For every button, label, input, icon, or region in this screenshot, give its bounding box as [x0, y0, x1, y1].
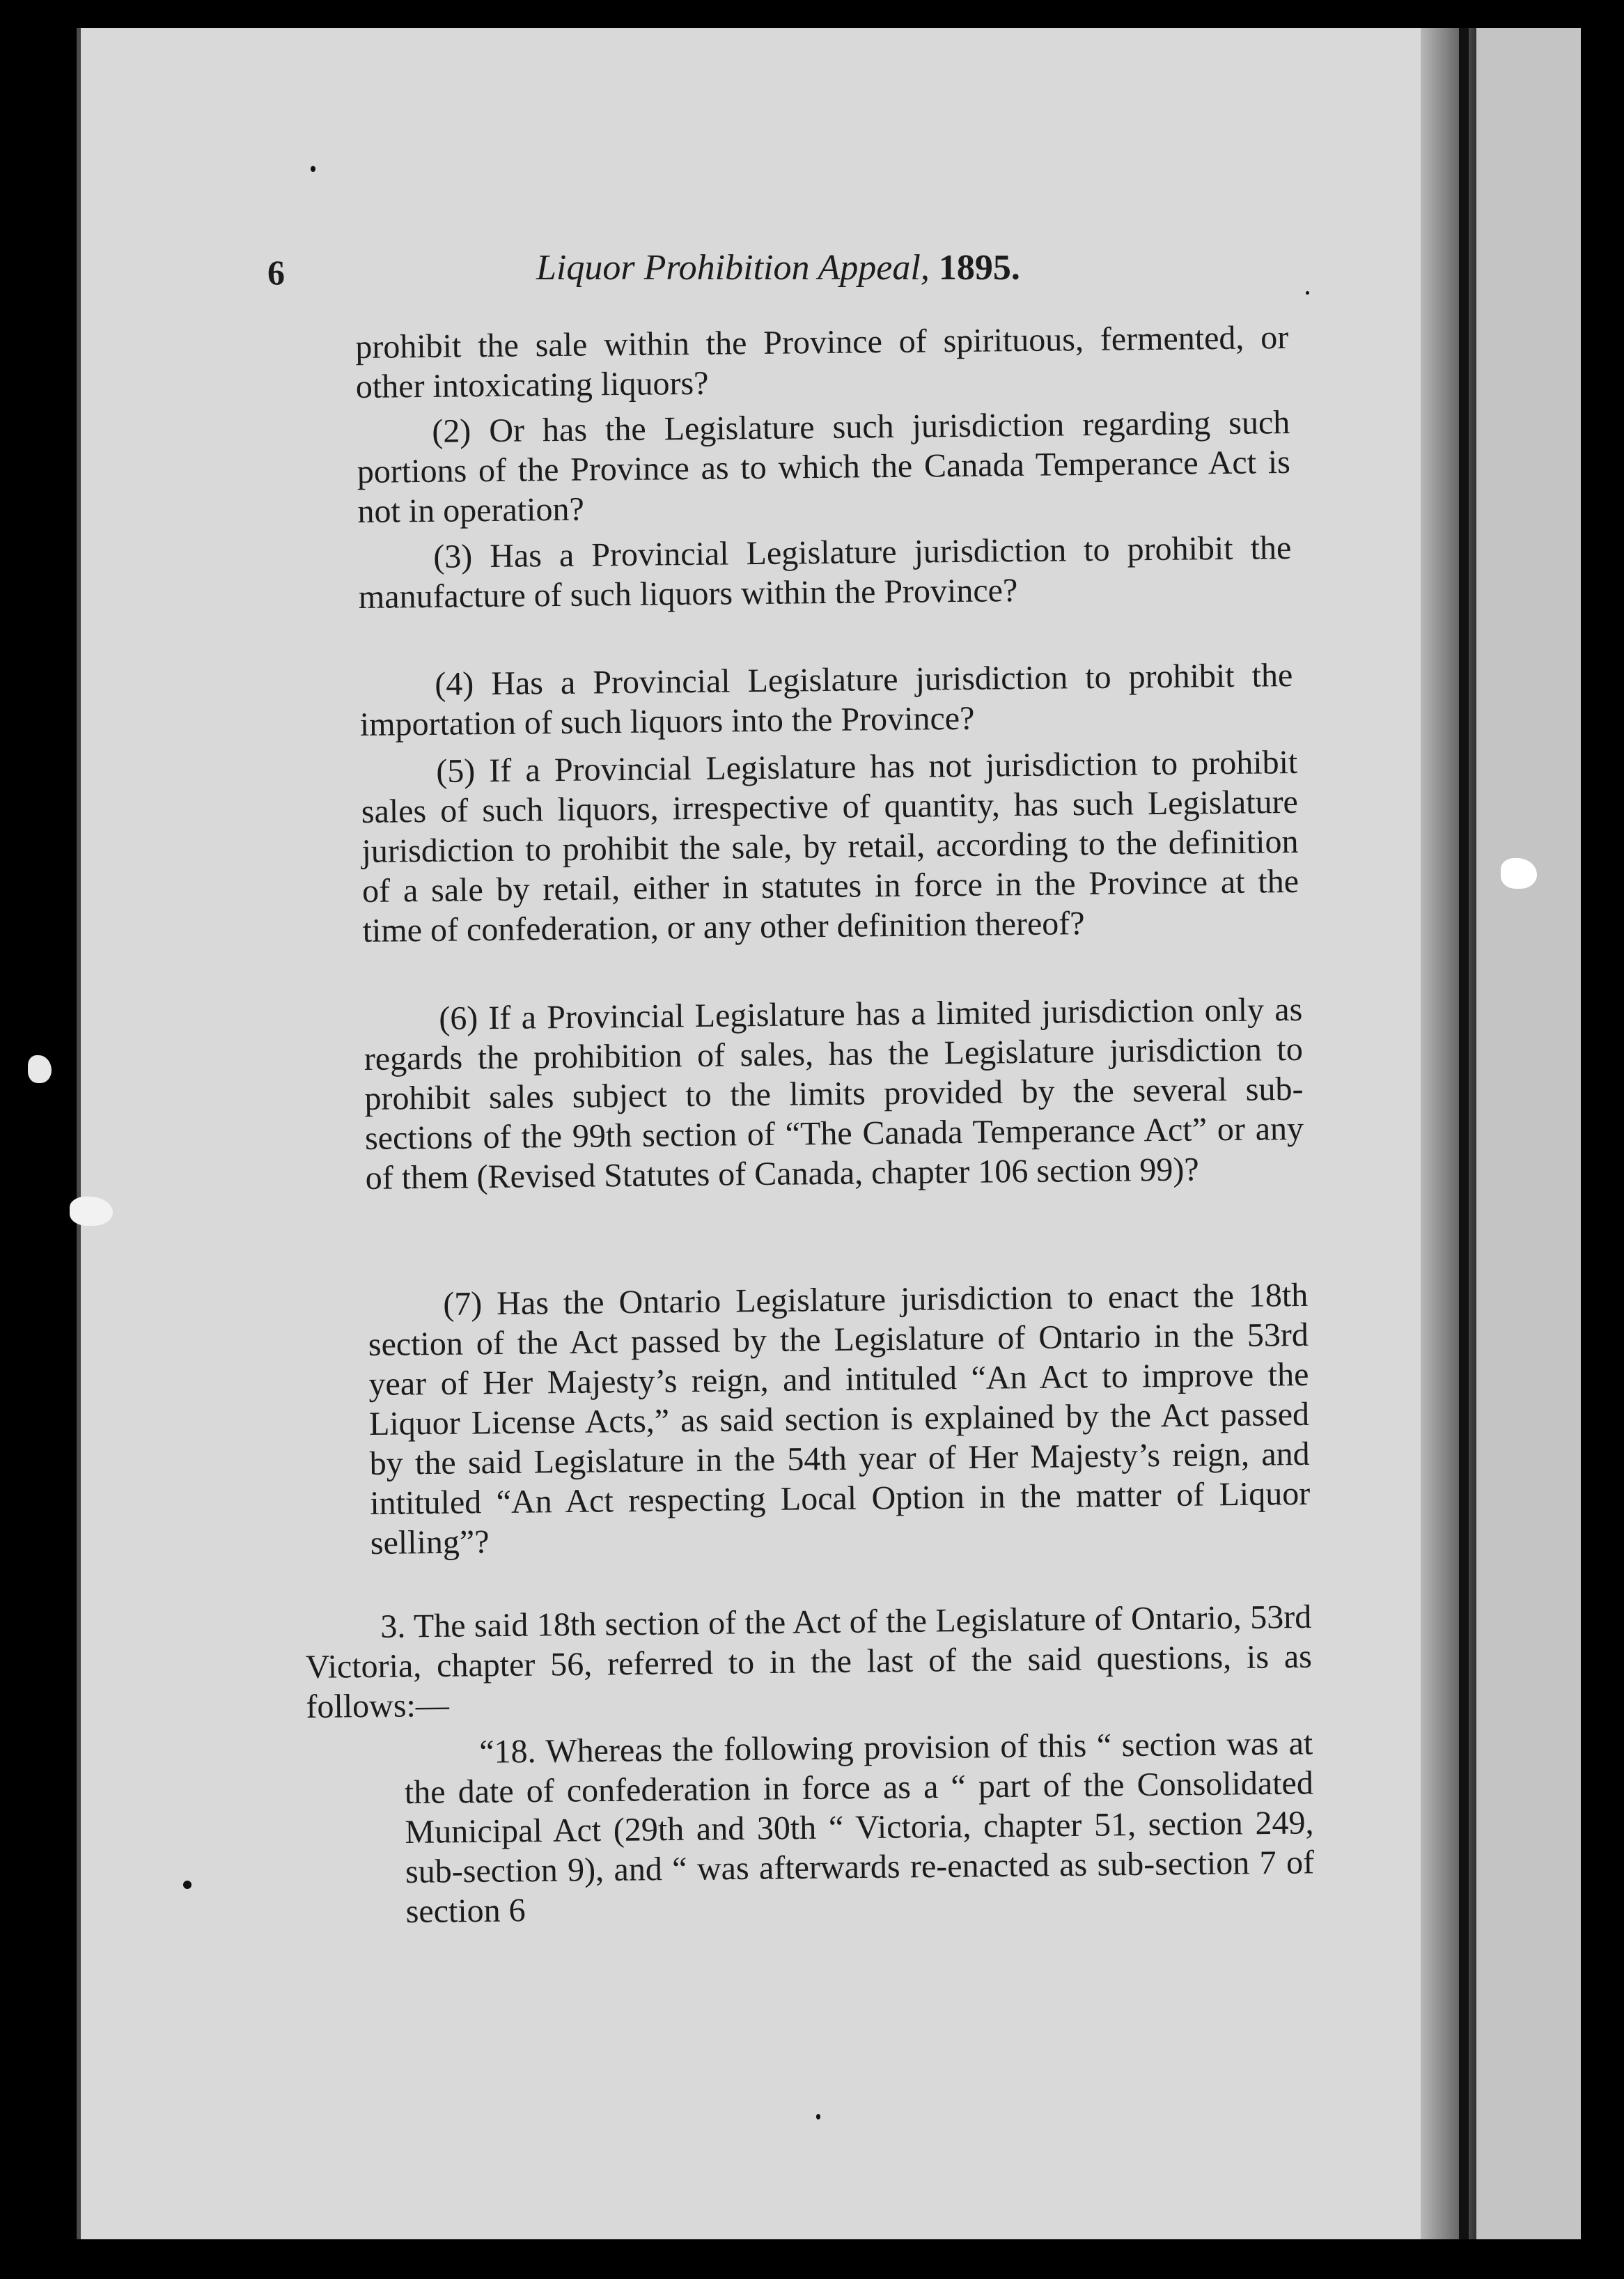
paragraph-continuation: prohibit the sale within the Province of spirituous, fermented, or other intoxicating liquors?	[355, 318, 1289, 405]
question-6: (6) If a Provincial Legislature has a limited jurisdiction only as regards the prohibition of sales, has the Legislature jurisdiction to prohibit sales subject to the limits provided by the several sub-sections of the 99th section of “The Canada Temperance Act” or any of them (Revised Statutes of Canada, chapter 106 section 99)?	[364, 990, 1304, 1197]
section-18-quotation: “18. Whereas the following provision of this “ section was at the date of confederation in force as a “ part of the Consolidated Municipal Act (29th and 30th “ Victoria, chapter 51, section 249, sub-section 9), and “ was afterwards re-enacted as sub-section 7 of section 6	[404, 1725, 1315, 1930]
question-3: (3) Has a Provincial Legislature jurisdiction to prohibit the manufacture of such liquors within the Province?	[358, 529, 1292, 616]
scan-artifact	[28, 1055, 52, 1083]
ink-speck	[183, 1881, 192, 1889]
ink-speck	[816, 2114, 820, 2119]
page-number: 6	[267, 253, 285, 292]
ink-speck	[1306, 291, 1309, 295]
binding-gutter-line	[1459, 28, 1469, 2239]
scan-artifact	[1501, 858, 1537, 889]
running-head-title: Liquor Prohibition Appeal,	[536, 248, 930, 288]
question-4: (4) Has a Provincial Legislature jurisdiction to prohibit the importation of such liquors into the Province?	[359, 656, 1293, 743]
ink-speck	[311, 166, 315, 172]
question-7: (7) Has the Ontario Legislature jurisdiction to enact the 18th section of the Act passed by the Legislature of Ontario in the 53rd year of Her Majesty’s reign, and intituled “An Act to improve the Liquor License Acts,” as said section is explained by the Act passed by the said Legislature in the 54th year of Her Majesty’s reign, and intituled “An Act respecting Local Option in the matter of Liquor selling”?	[368, 1276, 1311, 1562]
binding-gutter-shadow	[1421, 28, 1483, 2239]
scan-artifact	[70, 1197, 113, 1226]
section-3-paragraph: 3. The said 18th section of the Act of the Legislature of Ontario, 53rd Victoria, chapter 56, referred to in the last of the said questions, is as follows:—	[305, 1598, 1313, 1725]
facing-page-edge	[1476, 28, 1581, 2239]
running-head	[536, 247, 1020, 288]
question-2: (2) Or has the Legislature such jurisdiction regarding such portions of the Province as to which the Canada Temperance Act is not in operation?	[357, 403, 1291, 530]
question-5: (5) If a Provincial Legislature has not jurisdiction to prohibit sales of such liquors, irrespective of quantity, has such Legislature jurisdiction to prohibit the sale, by retail, according to the definition of a sale by retail, either in statutes in force in the Province at the time of confederation, or any other definition thereof?	[361, 743, 1299, 949]
running-head-year: 1895.	[938, 248, 1020, 288]
